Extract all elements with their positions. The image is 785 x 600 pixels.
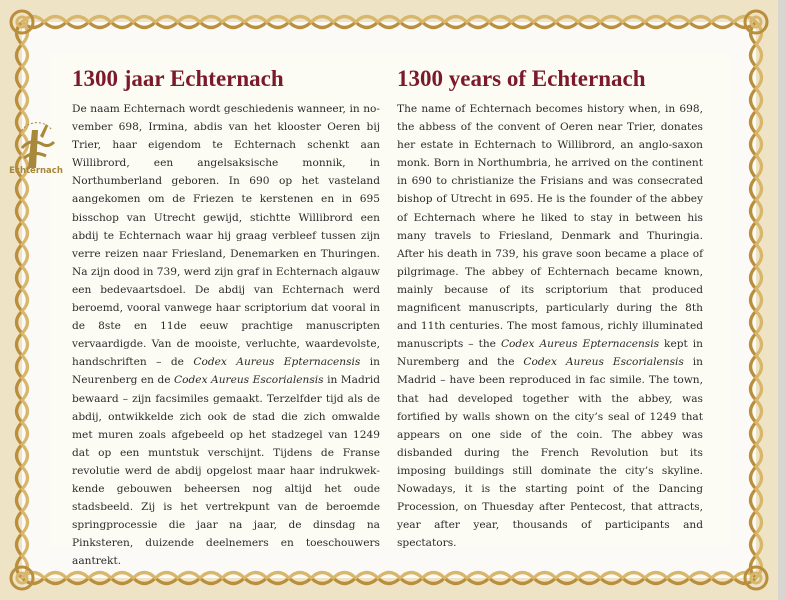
english-title: 1300 years of Echternach: [397, 66, 646, 91]
dutch-body: [72, 100, 380, 570]
english-body: [397, 100, 703, 552]
english-text-run: The name of Echternach becomes history when, in 698, the abbess of the convent of Oeren near Trier, donates her estate in Echternach to Willibrord, an anglo-saxon monk. Born in Northumbria, he arrived on the continent in 690 to christianize the Frisians and was consecrated bishop of Utrecht in 695. He is the founder of the abbey of Echternach where he liked to stay in between his many travels to Friesland, Denmark and Thuringia. After his death in 739, his grave soon became a place of pilgrimage. The abbey of Echternach became known, mainly because of its scriptorium that produced magnificent manuscripts, particularly during the 8th and 11th centuries. The most famous, richly illuminated manuscripts – the: [397, 103, 703, 351]
english-text-run: in Madrid – have been reproduced in fac simile. The town, that had developed together with the abbey, was fortified by walls shown on the city’s seal of 1249 that appears on one side of the coin. The abbey was disbanded during the French Revolution but its imposing buildings still dominate the city’s skyline. Nowadays, it is the starting point of the Dancing Procession, on Thuesday after Pentecost, that attracts, year after year, thousands of participants and spectators.: [397, 356, 703, 550]
dutch-text-run: in Madrid bewaard – zijn facsimiles gemaakt. Terzelfder tijd als de abdij, ontwikkelde zich ook de stad die zich omwalde met muren zoals afgebeeld op het stadzegel van 1249 dat op een muntstuk verschijnt. Tijdens de Franse revolutie werd de abdij opgelost maar haar indrukwekkende gebouwen beheersen nog altijd het oude stadsbeeld. Zij is het vertrekpunt van de beroemde springprocessie die jaar na jaar, de dinsdag na Pinksteren, duizende deelnemers en toeschouwers aantrekt.: [72, 374, 380, 568]
dutch-text-run: De naam Echternach wordt geschiedenis wanneer, in november 698, Irmina, abdis van het klooster Oeren bij Trier, haar eigendom te Echternach schenkt aan Willibrord, een angelsaksische monnik, in Northumberland geboren. In 690 op het vasteland aangekomen om de Friezen te kerstenen en in 695 bisschop van Utrecht gewijd, stichtte Willibrord een abdij te Echternach waar hij graag verbleef tussen zijn verre reizen naar Friesland, Denemarken en Thuringen. Na zijn dood in 739, werd zijn graf in Echternach algauw een bedevaartsdoel. De abdij van Echternach werd beroemd, vooral vanwege haar scriptorium dat vooral in de 8ste en 11de eeuw prachtige manuscripten vervaardigde. Van de mooiste, verluchte, waardevolste, handschriften – de: [72, 103, 380, 369]
page-edge: [778, 0, 785, 600]
dutch-paragraph: [72, 100, 380, 570]
english-paragraph: [397, 100, 703, 552]
english-text-run: kept in Nuremberg and the: [397, 338, 703, 369]
english-codex-epternacensis: Codex Aureus Epternacensis: [500, 338, 660, 351]
english-codex-escorialensis: Codex Aureus Escorialensis: [523, 356, 684, 369]
dutch-title: 1300 jaar Echternach: [72, 66, 284, 91]
dutch-text-run: in Neurenberg en de: [72, 356, 380, 387]
dutch-codex-escorialensis: Codex Aureus Escorialensis: [174, 374, 324, 387]
logo-label: Echternach: [9, 166, 63, 176]
dutch-codex-epternacensis: Codex Aureus Epternacensis: [193, 356, 361, 369]
